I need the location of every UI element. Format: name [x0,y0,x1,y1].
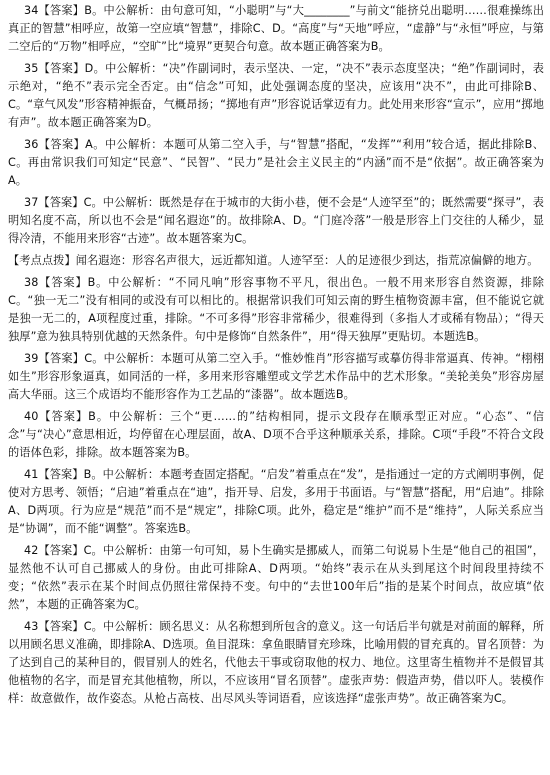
answer-40: 40【答案】B。中公解析：三个“更……的”结构相同，提示文段存在顺承型正对应。“心态”、“信念”与“决心”意思相近，均停留在心理层面，故A、D项不合乎这种顺承关系，排除。C项“手段”不符合文段的语体色彩，排除。故本题答案为B。 [8,410,544,459]
answer-36: 36【答案】A。中公解析：本题可从第二空入手，与“智慧”搭配，“发挥”“利用”较合适，据此排除B、C。再由常识我们可知定“民意”、“民智”、“民力”是社会主义民主的“内涵”而不是“依据”。故正确答案为A。 [8,138,544,187]
answer-34: 34【答案】B。中公解析：由句意可知，“小聪明”与“大________”与前文“能挤兑出聪明……很难操练出真正的智慧”相呼应，故第一空应填“智慧”，排除C、D。“高度”与“天地”呼应，“虚静”与“永恒”呼应，与第二空后的“万物”相呼应，“空旷”比“境界”更契合句意。故本题正确答案为B。 [8,4,544,53]
answer-39: 39【答案】C。中公解析：本题可从第二空入手。“惟妙惟肖”形容描写或摹仿得非常逼真、传神。“栩栩如生”形容形象逼真，如同活的一样，多用来形容雕塑或文学艺术作品中的艺术形象。“美轮美奂”形容房屋高大华丽。这三个成语均不能形容作为工艺品的“漆器”。故本题选B。 [8,352,544,401]
answer-37: 37【答案】C。中公解析：既然是存在于城市的大街小巷，便不会是“人迹罕至”的；既然需要“探寻”，表明知名度不高，所以也不会是“闻名遐迩”的。故排除A、D。“门庭冷落”一般是形容上门交往的人稀少，显得冷清，不能用来形容“古迹”。故本题答案为C。 [8,196,545,245]
answer-43: 43【答案】C。中公解析：顾名思义：从名称想到所包含的意义。这一句话后半句就是对前面的解释，所以用顾名思义准确，即排除A、D选项。鱼目混珠：拿鱼眼睛冒充珍珠，比喻用假的冒充真的。冒名顶替：为了达到自己的某种目的，假冒别人的姓名，代他去干事或窃取他的权力、地位。这里寄生植物并不是假冒其他植物的名字，而是冒充其他植物，所以，不应该用“冒名顶替”。虚张声势：假造声势，借以吓人。装模作样：故意做作，故作姿态。从枪占高枝、出尽风头等词语看，应该选择“虚张声势”。故正确答案为C。 [8,620,544,705]
answer-42: 42【答案】C。中公解析：由第一句可知，易卜生确实是挪威人，而第二句说易卜生是“他自己的祖国”，显然他不认可自己挪威人的身份。由此可排除A、D两项。“始终”表示在从头到尾这个时间段里持续不变；“依然”表示在某个时间点仍照往常保持不变。句中的“去世100年后”指的是某个时间点，故应填“依然”，本题的正确答案为C。 [8,544,544,611]
answer-35: 35【答案】D。中公解析：“决”作副词时，表示坚决、一定，“决不”表示态度坚决；“绝”作副词时，表示绝对，“绝不”表示完全否定。由“信念”可知，此处强调态度的坚决，应该用“决不”，由此可排除B、C。“章气风发”形容精神振奋，气概昂扬；“掷地有声”形容说话掌迈有力。此处用来形容“宣示”，应用“掷地有声”。故本题正确答案为D。 [8,62,544,129]
exam-tip: 【考点点拨】闻名遐迩：形容名声很大，远近都知道。人迹罕至：人的足迹很少到达，指荒凉偏僻的地方。 [8,254,539,267]
answer-38: 38【答案】B。中公解析：“不同凡响”形容事物不平凡，很出色。一般不用来形容自然资源，排除C。“独一无二”没有相同的或没有可以相比的。根据常识我们可知云南的野生植物资源丰富，但不能说它就是独一无二的，A项程度过重，排除。“不可多得”形容非常稀少，很难得到（多指人才或稀有物品）；“得天独厚”意为独具特别优越的天然条件。句中是修饰“自然条件”，用“得天独厚”更贴切。本题选B。 [8,276,544,343]
answer-41: 41【答案】B。中公解析：本题考查固定搭配。“启发”着重点在“发”，是指通过一定的方式阐明事例，促使对方思考、领悟；“启迪”着重点在“迪”，指开导、启发，多用于书面语。与“智慧”搭配，用“启迪”。排除A、D两项。行为应是“规范”而不是“规定”，排除C项。此外，稳定是“维护”而不是“维持”，人际关系应当是“协调”，而不能“调整”。答案选B。 [8,468,544,535]
